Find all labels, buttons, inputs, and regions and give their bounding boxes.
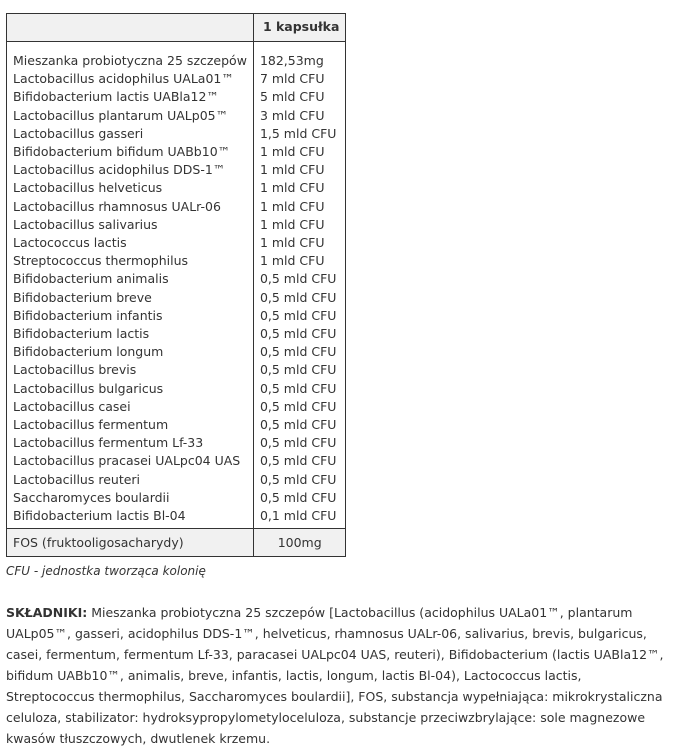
table-row	[7, 143, 346, 161]
table-row	[7, 234, 346, 252]
table-row	[7, 88, 346, 106]
ingredient-amount: 182,53mg	[253, 52, 345, 70]
table-spacer-row	[7, 42, 346, 53]
ingredient-amount: 1 mld CFU	[253, 143, 345, 161]
table-row	[7, 489, 346, 507]
ingredient-name: Bifidobacterium animalis	[7, 270, 254, 288]
ingredient-amount: 1 mld CFU	[253, 252, 345, 270]
ingredient-name: Bifidobacterium longum	[7, 343, 254, 361]
ingredient-amount: 0,5 mld CFU	[253, 489, 345, 507]
ingredient-amount: 0,5 mld CFU	[253, 361, 345, 379]
ingredients-paragraph	[6, 602, 670, 749]
ingredient-name: Lactobacillus fermentum	[7, 416, 254, 434]
table-row	[7, 325, 346, 343]
table-row	[7, 416, 346, 434]
fos-name: FOS (fruktooligosacharydy)	[7, 529, 254, 557]
ingredient-amount: 0,5 mld CFU	[253, 270, 345, 288]
ingredient-amount: 0,1 mld CFU	[253, 507, 345, 529]
ingredient-name: Lactobacillus pracasei UALpc04 UAS	[7, 452, 254, 470]
ingredient-amount: 1,5 mld CFU	[253, 125, 345, 143]
ingredient-amount: 1 mld CFU	[253, 198, 345, 216]
table-row	[7, 198, 346, 216]
cfu-footnote: CFU - jednostka tworząca kolonię	[6, 564, 206, 578]
ingredient-amount: 1 mld CFU	[253, 179, 345, 197]
table-row	[7, 70, 346, 88]
ingredient-name: Lactobacillus helveticus	[7, 179, 254, 197]
ingredient-name: Bifidobacterium infantis	[7, 307, 254, 325]
table-row	[7, 125, 346, 143]
ingredient-amount: 0,5 mld CFU	[253, 307, 345, 325]
table-row	[7, 161, 346, 179]
table-row	[7, 507, 346, 529]
fos-amount: 100mg	[253, 529, 345, 557]
ingredient-name: Lactobacillus casei	[7, 398, 254, 416]
table-row	[7, 471, 346, 489]
table-row	[7, 252, 346, 270]
ingredient-amount: 1 mld CFU	[253, 161, 345, 179]
ingredient-name: Lactobacillus acidophilus UALa01™	[7, 70, 254, 88]
ingredient-name: Bifidobacterium bifidum UABb10™	[7, 143, 254, 161]
ingredient-amount: 0,5 mld CFU	[253, 398, 345, 416]
ingredient-name: Streptococcus thermophilus	[7, 252, 254, 270]
ingredient-amount: 0,5 mld CFU	[253, 289, 345, 307]
table-row	[7, 307, 346, 325]
ingredient-name: Lactobacillus reuteri	[7, 471, 254, 489]
table-header-row	[7, 14, 346, 42]
ingredient-amount: 0,5 mld CFU	[253, 325, 345, 343]
table-row	[7, 270, 346, 288]
ingredients-label: SKŁADNIKI:	[6, 605, 88, 620]
ingredients-text: Mieszanka probiotyczna 25 szczepów [Lactobacillus (acidophilus UALa01™, plantarum UALp05™, gasseri, acidophilus DDS-1™, helveticus, rhamnosus UALr-06, salivarius, brevis, bulgaricus, casei, fermentum, fermentum Lf-33, paracasei UALpc04 UAS, reuteri), Bifidobacterium (lactis UABla12™, bifidum UABb10™, animalis, breve, infantis, lactis, longum, lactis Bl-04), Lactococcus lactis, Streptococcus thermophilus, Saccharomyces boulardii], FOS, substancja wypełniająca: mikrokrystaliczna celuloza, stabilizator: hydroksypropylometyloceluloza, substancje przeciwzbrylające: sole magnezowe kwasów tłuszczowych, dwutlenek krzemu.	[6, 605, 664, 746]
ingredient-amount: 1 mld CFU	[253, 216, 345, 234]
table-row	[7, 216, 346, 234]
ingredient-name: Lactobacillus rhamnosus UALr-06	[7, 198, 254, 216]
ingredient-name: Lactococcus lactis	[7, 234, 254, 252]
ingredient-amount: 0,5 mld CFU	[253, 434, 345, 452]
ingredient-name: Lactobacillus fermentum Lf-33	[7, 434, 254, 452]
ingredient-amount: 0,5 mld CFU	[253, 471, 345, 489]
ingredient-name: Bifidobacterium lactis UABla12™	[7, 88, 254, 106]
ingredient-name: Lactobacillus plantarum UALp05™	[7, 107, 254, 125]
fos-row	[7, 529, 346, 557]
table-row	[7, 380, 346, 398]
header-cell-serving: 1 kapsułka	[253, 14, 345, 42]
ingredient-name: Lactobacillus salivarius	[7, 216, 254, 234]
table-row	[7, 434, 346, 452]
table-row	[7, 179, 346, 197]
table-row	[7, 52, 346, 70]
ingredient-amount: 0,5 mld CFU	[253, 452, 345, 470]
ingredient-name: Bifidobacterium lactis	[7, 325, 254, 343]
ingredient-amount: 5 mld CFU	[253, 88, 345, 106]
ingredient-name: Bifidobacterium lactis Bl-04	[7, 507, 254, 529]
ingredient-name: Bifidobacterium breve	[7, 289, 254, 307]
supplement-facts-table	[6, 13, 346, 557]
table-row	[7, 398, 346, 416]
ingredient-amount: 7 mld CFU	[253, 70, 345, 88]
ingredient-name: Saccharomyces boulardii	[7, 489, 254, 507]
ingredient-name: Lactobacillus acidophilus DDS-1™	[7, 161, 254, 179]
ingredient-amount: 1 mld CFU	[253, 234, 345, 252]
ingredient-amount: 3 mld CFU	[253, 107, 345, 125]
ingredient-name: Lactobacillus bulgaricus	[7, 380, 254, 398]
table-row	[7, 361, 346, 379]
ingredient-amount: 0,5 mld CFU	[253, 416, 345, 434]
header-cell-name	[7, 14, 254, 42]
ingredient-name: Lactobacillus gasseri	[7, 125, 254, 143]
table-row	[7, 343, 346, 361]
ingredient-amount: 0,5 mld CFU	[253, 380, 345, 398]
ingredient-name: Mieszanka probiotyczna 25 szczepów	[7, 52, 254, 70]
table-row	[7, 289, 346, 307]
table-row	[7, 452, 346, 470]
ingredient-amount: 0,5 mld CFU	[253, 343, 345, 361]
table-row	[7, 107, 346, 125]
ingredient-name: Lactobacillus brevis	[7, 361, 254, 379]
